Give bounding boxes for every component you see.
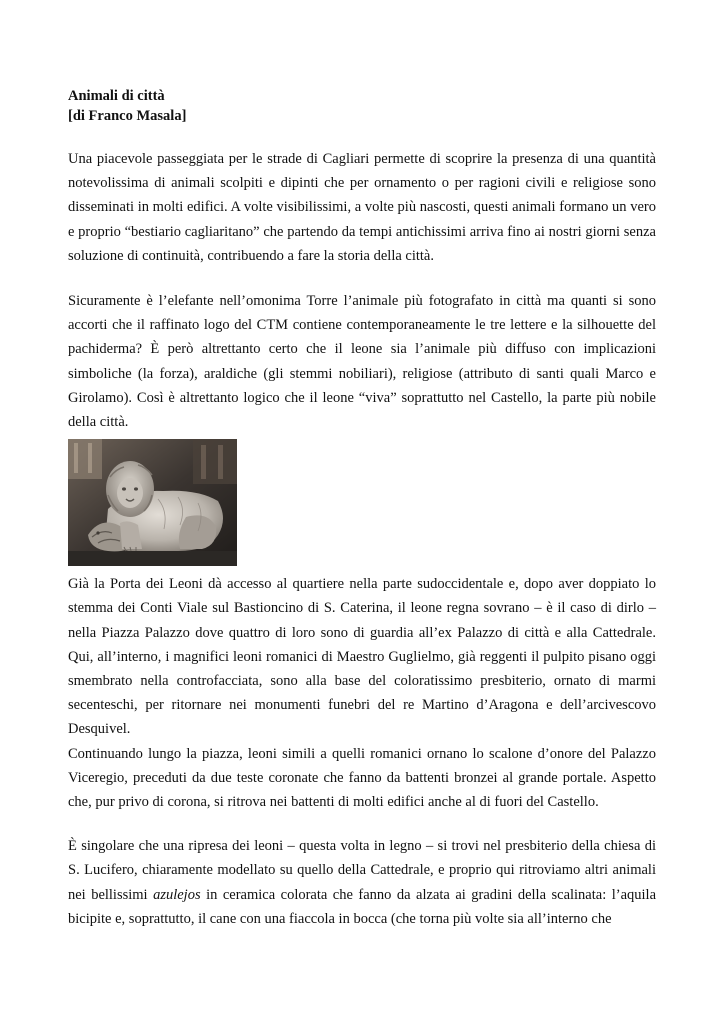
document-page bbox=[68, 86, 656, 931]
paragraph-elephant-lion: Sicuramente è l’elefante nell’omonima Torre l’animale più fotografato in città ma quanti si sono accorti che il raffinato logo del CTM contiene contemporaneamente le tre lettere e la silhouette del pachiderma? È però altrettanto certo che il leone sia l’animale più diffuso con implicazioni simboliche (la forza), araldiche (gli stemmi nobiliari), religiose (attributo di santi quali Marco e Girolamo). Così è altrettanto logico che il leone “viva” soprattutto nel Castello, la parte più nobile della città. bbox=[68, 293, 656, 431]
paragraph-porta-leoni: Già la Porta dei Leoni dà accesso al quartiere nella parte sudoccidentale e, dopo aver doppiato lo stemma dei Conti Viale sul Bastioncino di S. Caterina, il leone regna sovrano – è il caso di dirlo – nella Piazza Palazzo dove quattro di loro sono di guardia all’ex Palazzo di città e alla Cattedrale. Qui, all’interno, i magnifici leoni romanici di Maestro Guglielmo, già reggenti il pulpito pisano oggi smembrato nella controfacciata, sono alla base del coloratissimo presbiterio, ornato di marmi secenteschi, per ritornare nei monumenti funebri del re Martino d’Aragona e dell’arcivescovo Desquivel. bbox=[68, 576, 656, 738]
azulejos-term: azulejos bbox=[153, 886, 201, 903]
article-author: [di Franco Masala] bbox=[68, 108, 187, 124]
article-title: Animali di città bbox=[68, 88, 165, 104]
paragraph-intro: Una piacevole passeggiata per le strade di Cagliari permette di scoprire la presenza di una quantità notevolissima di animali scolpiti e dipinti che per ornamento o per ragioni civili e religiose sono disseminati in molti edifici. A volte visibilissimi, a volte più nascosti, questi animali formano un vero e proprio “bestiario cagliaritano” che partendo da tempi antichissimi arriva fino ai nostri giorni senza soluzione di continuità, contribuendo a fare la storia della città. bbox=[68, 151, 656, 264]
paragraph-san-lucifero-start: È singolare che una ripresa dei leoni – questa volta in legno – si trovi nel presbiterio della chiesa di S. Lucifero, chiaramente modellato su quello della Cattedrale, e proprio qui ritroviamo altri animali nei bellissimi bbox=[68, 838, 656, 903]
lion-sculpture-photo bbox=[68, 439, 237, 566]
paragraph-san-lucifero bbox=[68, 834, 656, 931]
paragraph-san-lucifero-end: in ceramica colorata che fanno da alzata ai gradini della scalinata: l’aquila bicipite e, soprattutto, il cane con una fiaccola in bocca (che torna più volte sia all’interno che bbox=[68, 886, 657, 927]
paragraph-palazzo-viceregio: Continuando lungo la piazza, leoni simili a quelli romanici ornano lo scalone d’onore del Palazzo Viceregio, preceduti da due teste coronate che fanno da battenti bronzei al grande portale. Aspetto che, pur privo di corona, si ritrova nei battenti di molti edifici anche al di fuori del Castello. bbox=[68, 745, 656, 811]
